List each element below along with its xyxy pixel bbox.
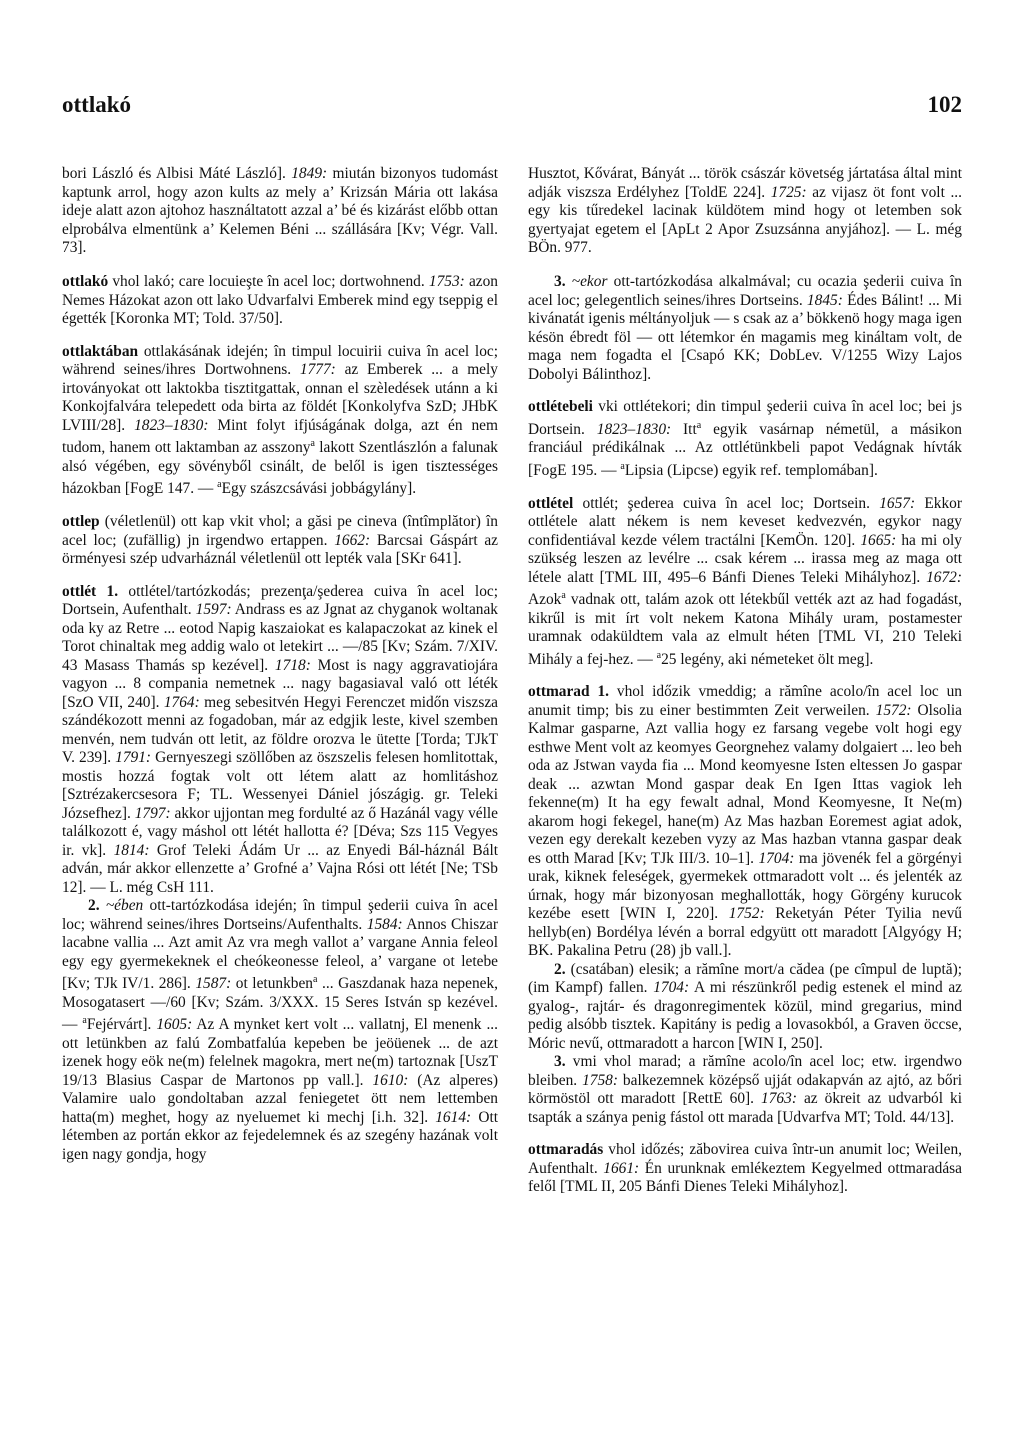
entry-text: ha mi oly szükség leszen az levélre ... csak kérem ... irassa meg az maga ott létele alatt [TML III, 495–6 Bánfi Dienes Teleki Mihályhoz]. (528, 531, 962, 586)
citation-year: 1605: (156, 1016, 193, 1034)
entry-text: Én urunknak emlékeztem Kegyelmed ottmaradása felől [TML II, 205 Bánfi Dienes Teleki Mihályhoz]. (528, 1159, 963, 1196)
headword: ottmaradás (528, 1141, 604, 1159)
entry-text: vhol időzés; zăbovirea cuiva într-un anumit loc; Weilen, Aufenthalt. (528, 1141, 962, 1177)
dictionary-entry (62, 513, 498, 569)
citation-year: 1572: (875, 701, 912, 719)
headword: ottlét (62, 582, 97, 600)
entry-text: ottlét; şederea cuiva în acel loc; Dortsein. (573, 494, 880, 512)
entry-text: vadnak ott, talám azok ott létekbűl vették azt az had fogadást, kikrűl is mit írt volt nekem Katona Mihály uram, postamester uramnak odaküldtem vala az elmult héten [TML VI, 210 Teleki Mihály a fej-hez. — (528, 591, 962, 668)
citation-year: 1753: (428, 273, 465, 291)
dictionary-entry (528, 1141, 962, 1197)
dictionary-entry (62, 273, 498, 329)
entry-text: Husztot, Kővárat, Bányát ... török császár követség jártatása által mint adják viszsza Erdélyhez [ToldE 224]. (528, 165, 962, 201)
right-column (528, 150, 962, 1211)
right-entries (528, 398, 962, 1197)
dictionary-entry (528, 683, 962, 1127)
running-headword: ottlakó (62, 92, 131, 117)
citation-year: 1777: (299, 361, 336, 379)
citation-year: 1752: (728, 905, 765, 923)
entry-text: ottlakásának idején; în timpul locuirii cuiva în acel loc; während seines/ihres Dortwohnens. (62, 342, 498, 379)
entry-text: Andrass es az Jgnat az chyganok woltanak oda ky az Retre ... eotod Napig kaszaiokat es kalapaczokat az kinek el Torot chinaltak meg addig walo ot letekirt ... —/85 [Kv; Szám. 7/XIV. 43 Masass Thamás sp kezével]. (62, 601, 498, 674)
footnote-marker: a (310, 438, 315, 450)
continuation-sense-3 (528, 273, 962, 384)
entry-text: balkezemnek középső ujját odakapván az ajtó, az bőri körmöstöl ott maradott [RettE 60]. (528, 1071, 963, 1108)
entry-text: Édes Bálint! ... Mi kivánatát igenis méltányoljuk — s csak az a’ bökkenö hogy maga igen késön ébredt föl — ott létemkor én magamis meg kináltam volt, de maga nem fogadta el [Csapó KK; DobLev. V/1255 Wizy Lajos Dobolyi Bálinthoz]. (528, 291, 962, 383)
entry-text: vhol lakó; care locuieşte în acel loc; dortwohnend. (108, 273, 429, 291)
headword: ottlep (62, 513, 100, 531)
entry-sense-paragraph (528, 1053, 962, 1127)
citation-year: 1764: (163, 693, 200, 711)
entry-text: azon Nemes Házokat azon ott lako Udvarfalvi Emberek mind egy tseppig el égették [Koronka MT; Told. 37/50]. (62, 273, 498, 328)
entry-text: Itt (671, 420, 697, 438)
entry-text: az ökreit az udvarból ki tsapták a szánya penig fástol ott marada [Udvarfva MT; Told. 44/13]. (528, 1090, 962, 1126)
entry-text: Barcsai Gáspárt az örményesi szép udvarháznál véletlenül ott lepték vala [SKr 641]. (62, 531, 498, 568)
citation-year: 1849: (291, 165, 328, 183)
citation-year: 1584: (366, 915, 403, 933)
headword: ottlakó (62, 273, 109, 291)
dictionary-entry (528, 495, 962, 670)
entry-text: Ott létemben az portán ekkor az fejedelemnek és az szegény hazának volt igen nagy gondja, hogy (62, 1108, 499, 1163)
entry-text: egyik vasárnap németül, a másikon franciául prédikálnak ... Az ottlétünkbeli papot Vedágnak hívták [FogE 195. — (528, 420, 963, 480)
entry-text: 25 legény, aki németeket ölt meg]. (661, 650, 874, 668)
entry-sense-paragraph (528, 961, 962, 1054)
citation-year: 1610: (372, 1071, 409, 1089)
citation-year: 1758: (582, 1071, 618, 1089)
entry-text: vhol időzik vmeddig; a rămîne acolo/în acel loc un anumit timp; bis zu einer bestimmten Zeit verweilen. (528, 683, 963, 719)
entry-text: Fejérvárt]. (86, 1016, 157, 1034)
citation-year: 1587: (195, 975, 232, 993)
footnote-marker: a (82, 1015, 87, 1027)
headword: 2. (554, 960, 566, 978)
entry-paragraph (528, 398, 962, 480)
page-number: 102 (927, 92, 962, 117)
citation-year: 1725: (770, 183, 807, 201)
citation-year: 1662: (334, 531, 371, 549)
entry-text: Grof Teleki Ádám Ur ... az Enyedi Bál-háznál Bált adván, már akkor ellenzette a’ Grofné a’ Vajna Rósi ott létét [Ne; TSb 12]. — L. még CsH 111. (62, 841, 498, 896)
citation-year: 1704: (758, 849, 795, 867)
footnote-marker: a (217, 479, 222, 491)
entry-text: akkor ujjontan meg fordulté az ő Hazánál vagy vélle találkozott é, vagy máshol ott létét hallotta é? [Déva; Szs 115 Vegyes ir. vk]. (62, 804, 498, 859)
entry-paragraph (62, 513, 498, 569)
entry-text: bori László és Albisi Máté László]. (62, 165, 292, 183)
entry-text: ott-tartózkodása alkalmával; cu ocazia şederii cuiva în acel loc; gelegentlich seines/ihres Dortseins. (528, 273, 962, 309)
dictionary-entry (528, 398, 962, 480)
entry-text: ma jövenék fel a görgényi urak, kiknek feleségek, gyermekek ottmaradott volt ... és jelenték az úrnak, hogy már bizonyosan meghallották, hogy Görgény kurucok kezébe esett [WIN I, 220]. (528, 849, 962, 923)
entry-text: Olsolia Kalmar gasparne, Azt vallia hogy ez farsang vegebe volt hogi egy esthwe Ment volt az keomyes Georgnehez valamy dolgaiert ... leo beh oda az Jstwan vayda fia ... Mond keomyesne Isten eltessen Jo gaspar deak ... azwtan Mond gaspar deak En Igen Ittas vagiok leh fekenne(m) It ha egy fewalt adnal, Mond Keomyesne, It Ne(m) akarom hogi fekegel, hane(m) Az Mas hazban Eoremest agiat adok, vezen egy derekalt kezeben vyzy az Mas hazban vtanna gaspar deak es otth Marad [Kv; TJk III/3. 10–1]. (528, 701, 963, 867)
entry-paragraph (62, 343, 498, 499)
entry-text: Egy szászcsávási jobbágylány]. (221, 480, 417, 498)
entry-text: (Az alperes) Valamire ualo gondoltaban azzal feniegetet ött nem lettemben hatta(m) meghet, hogy az nyeluemet ki mechj [i.h. 32]. (62, 1071, 498, 1126)
entry-paragraph (528, 683, 962, 961)
citation-year: 1823–1830: (134, 416, 209, 434)
entry-text: A mi részünkről pedig estenek el mind az gyalog-, rajtár- és dragonregimentek közül, mind gregarius, mind pedig alsóbb tisztek. Kapitány is pedig a lovasokból, a Graven öccse, Móric nevű, ottmaradott a harcon [WIN I, 250]. (528, 979, 962, 1052)
footnote-marker: a (696, 419, 702, 431)
headword: ottmarad (528, 683, 590, 701)
entry-text: Reketyán Péter Tyilia nevű hellyb(en) Bordélya lévén a borral edgyütt ott maradott [Algyógy H; BK. Pakalina Petru (28) jb vall.]. (528, 905, 962, 960)
left-column (62, 150, 498, 1178)
footnote-marker: a (656, 649, 662, 661)
entry-paragraph (62, 583, 498, 898)
citation-year: 1814: (113, 841, 150, 859)
entry-text: az vijasz öt font volt ... egy kis tűredekel lacinak küldötem mind hogy ot letemben sok gyertyajat egetem el [ApLt 2 Apor Zsuzsánna anyjához]. — L. még BÖn. 977. (528, 183, 962, 257)
entry-text: Gernyeszegi szöllőben az öszszelis felesen homlitottak, mostis hozzá fogtak volt ott létem alatt az homlitáshoz [Sztrézakercsesora F; TL. Wessenyei Dániel jószágig. gr. Teleki Józsefhez]. (62, 749, 499, 822)
entry-text: az Emberek ... a mely irtoványokat ott laktokba tisztitgattak, onnan el szèledések utánn a ki Konkojfalvára telepedett oda birta az földét [Konkolyfva SzD; JHbK LVIII/28]. (62, 361, 498, 434)
headword: ottlétel (528, 494, 574, 512)
entry-paragraph (528, 1141, 962, 1197)
entry-text: miután bizonyos tudomást kaptunk arrol, hogy azon kults az mely a’ Krizsán Mária ott lakása ideje alatt azon ajtohoz használtatott azzal a’ bé és kizárást előbb ottan elprobálva elmentünk a’ Kelemen Béni ... szállására [Kv; Végr. Vall. 73]. (62, 165, 498, 257)
dictionary-entry (62, 343, 498, 499)
entry-text: vmi vhol marad; a rămîne acolo/în acel loc; etw. irgendwo bleiben. (528, 1053, 962, 1089)
entry-text: ot letunkben (231, 975, 314, 993)
entry-text: Azok (528, 591, 562, 609)
entry-text: (véletlenül) ott kap vkit vhol; a găsi pe cineva (întîmplător) în acel loc; (zufällig) jn irgendwo ertappen. (62, 513, 498, 549)
citation-year: 1718: (274, 656, 311, 674)
citation-year: 1823–1830: (596, 420, 672, 438)
footnote-marker: a (313, 974, 318, 986)
entry-text: (csatában) elesik; a rămîne mort/a cădea (pe cîmpul de luptă); (im Kampf) fallen. (528, 960, 962, 997)
headword: 1. (589, 683, 609, 701)
entry-text: Mint folyt ifjúságának dolga, azt én nem tudom, hanem ott laktamban az asszony (62, 416, 498, 457)
citation-year: 1845: (806, 291, 843, 309)
entry-paragraph (528, 495, 962, 670)
citation-year: 1597: (195, 601, 232, 619)
citation-year: 1791: (115, 749, 152, 767)
headword: ottlaktában (62, 342, 139, 360)
headword: 3. (554, 273, 566, 291)
citation-year: 1657: (879, 494, 916, 512)
citation-year: ~ében (105, 897, 144, 915)
headword: ottlétebeli (528, 398, 593, 416)
footnote-marker: a (561, 590, 566, 602)
left-column-continuation (62, 165, 498, 258)
continuation-paragraph (528, 165, 962, 258)
citation-year: 1665: (860, 531, 897, 549)
entry-text: Lipsia (Lipcse) egyik ref. templomában]. (624, 462, 878, 480)
dictionary-entry (62, 583, 498, 1165)
citation-year: 1661: (603, 1159, 640, 1177)
entry-text: Most is nagy aggravatiojára vagyon ... 8 compania nemetnek ... nagy bagasiaval való ott léték [SzO VII, 240]. (62, 656, 498, 711)
entry-paragraph (62, 273, 498, 329)
citation-year: 1763: (761, 1090, 797, 1108)
entry-text: Annos Chiszar lacabne vallia ... Azt amit Az vra megh vallot a’ vargane Annia feleol egy egy gyermekeknek el cheókeonesse feleol, a’ vargane ot letebe [Kv; TJk IV/1. 286]. (62, 915, 498, 993)
entry-sense-paragraph (62, 897, 498, 1164)
entry-text: lakott Szentlászlón a falunak alsó végében, egy sövényből csinált, de belől is igen tisztességes házokban [FogE 147. — (62, 439, 498, 498)
headword: 1. (96, 582, 119, 600)
continuation-paragraph (62, 165, 498, 258)
entry-text: vki ottlétekori; din timpul şederii cuiva în acel loc; bei js Dortsein. (528, 398, 962, 438)
entry-text: Ekkor ottlétele alatt nékem is nem keveset kedvezvén, egykor nagy confidentiával kezde vélem tractálni [KemÖn. 120]. (528, 494, 962, 549)
entry-text: ottlétel/tartózkodás; prezenţa/şederea cuiva în acel loc; Dortsein, Aufenthalt. (62, 582, 499, 619)
entry-text: Az A mynket kert volt ... vallatnj, El menenk ... ott letünkben az falú Zombatfalúa kepeben be jeöüenek ... de azt izenek hogy eök ne(m) felelnek magokra, mert ne(m) tartoznak [UszT 19/13 Blasius Caspar de Martonos pp vall.]. (62, 1016, 498, 1089)
entry-text: ... Gaszdanak haza nepenek, Mosogatasert —/60 [Kv; Szám. 3/XXX. 15 Seres István sp kezével. — (62, 975, 499, 1034)
right-column-continuation (528, 165, 962, 384)
page-header (62, 92, 962, 126)
headword: 3. (554, 1053, 566, 1071)
footnote-marker: a (620, 460, 625, 472)
citation-year: 1704: (653, 979, 690, 997)
citation-year: 1614: (435, 1108, 472, 1126)
left-entries (62, 273, 498, 1164)
citation-year: ~ekor (571, 273, 608, 291)
citation-year: 1672: (926, 568, 962, 586)
headword: 2. (88, 897, 100, 915)
entry-text: meg sebesitvén Hegyi Ferenczet midőn viszsza szándékozott menni az fogadoban, már az edgjik leste, kivel szemben menvén, nem tudván ott letit, az földre orozva le ütette [Torda; TJkT V. 239]. (62, 693, 498, 767)
entry-text: ott-tartózkodása idején; în timpul şederii cuiva în acel loc; während seines/ihres Dortseins/Aufenthalts. (62, 897, 498, 933)
citation-year: 1797: (134, 804, 171, 822)
